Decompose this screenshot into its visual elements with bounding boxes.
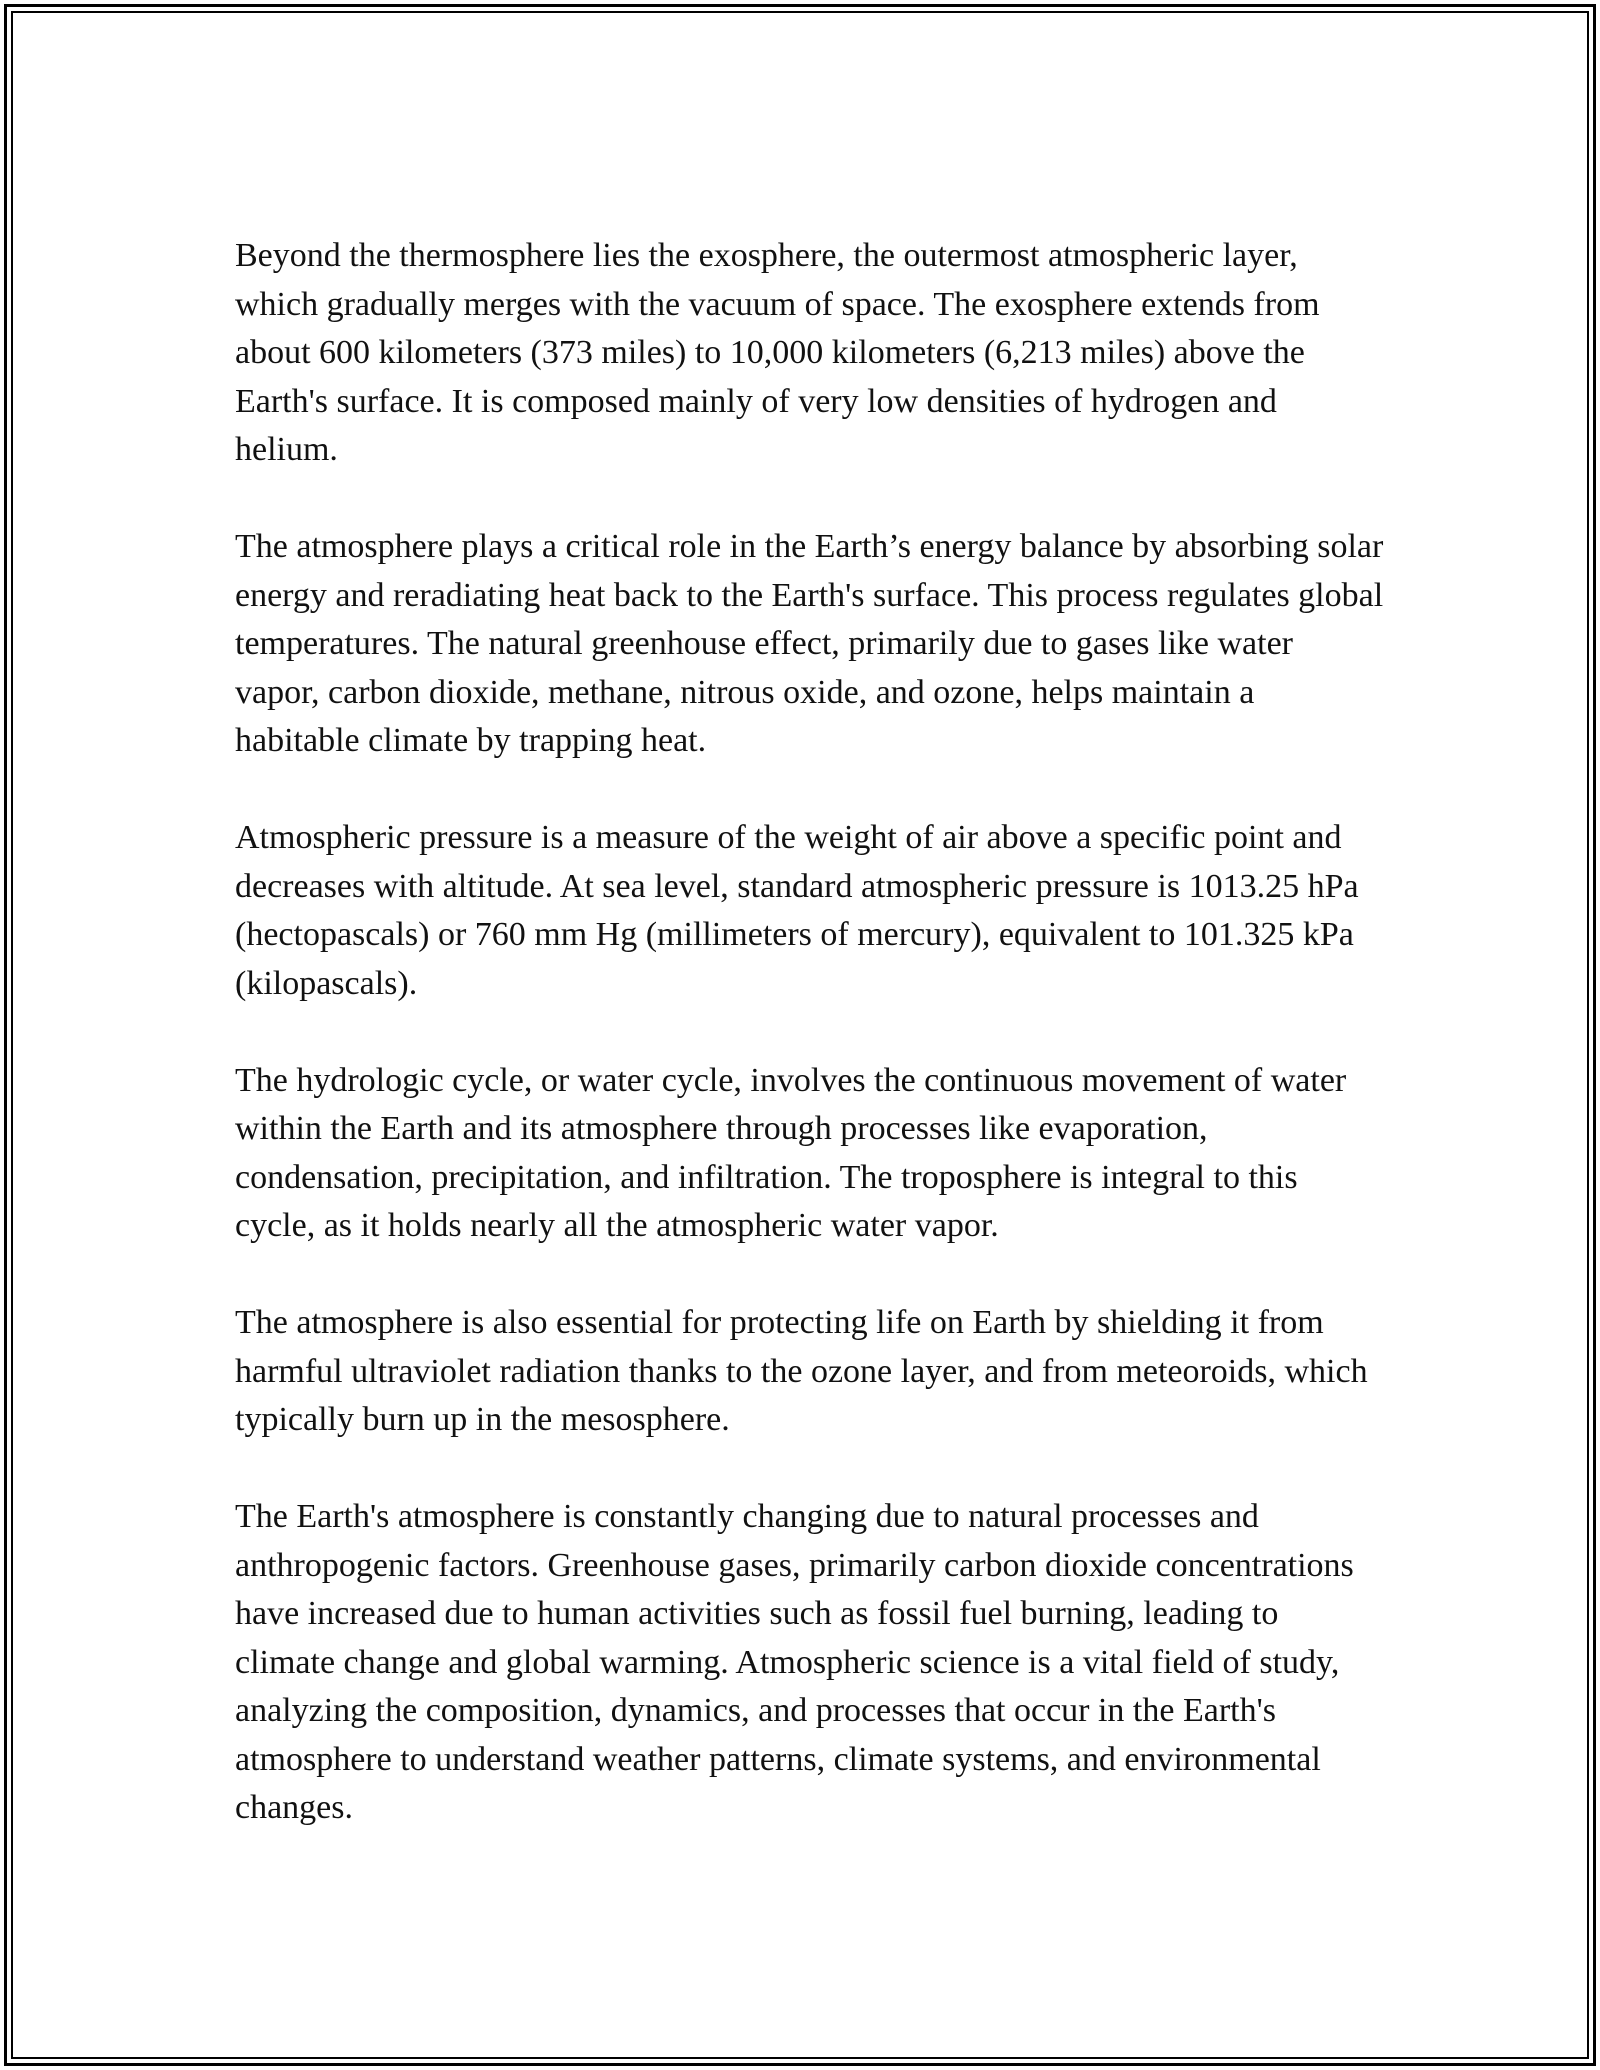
paragraph-protection: The atmosphere is also essential for protecting life on Earth by shielding it from harmful ultraviolet radiation thanks to the ozone layer, and from meteoroids, which typically burn up in the mesosphere. — [235, 1304, 1368, 1438]
paragraph-energy-balance: The atmosphere plays a critical role in the Earth’s energy balance by absorbing solar energy and reradiating heat back to the Earth's surface. This process regulates global temperatures. The natural greenhouse effect, primarily due to gases like water vapor, carbon dioxide, methane, nitrous oxide, and ozone, helps maintain a habitable climate by trapping heat. — [235, 528, 1384, 759]
paragraph-exosphere: Beyond the thermosphere lies the exosphere, the outermost atmospheric layer, which gradually merges with the vacuum of space. The exosphere extends from about 600 kilometers (373 miles) to 10,000 kilometers (6,213 miles) above the Earth's surface. It is composed mainly of very low densities of hydrogen and helium. — [235, 237, 1320, 468]
paragraph-hydrologic-cycle: The hydrologic cycle, or water cycle, involves the continuous movement of water within the Earth and its atmosphere through processes like evaporation, condensation, precipitation, and infiltration. The troposphere is integral to this cycle, as it holds nearly all the atmospheric water vapor. — [235, 1061, 1347, 1244]
document-body — [235, 232, 1385, 1833]
paragraph-climate-change: The Earth's atmosphere is constantly changing due to natural processes and anthropogenic factors. Greenhouse gases, primarily carbon dioxide concentrations have increased due to human activities such as fossil fuel burning, leading to climate change and global warming. Atmospheric science is a vital field of study, analyzing the composition, dynamics, and processes that occur in the Earth's atmosphere to understand weather patterns, climate systems, and environmental changes. — [235, 1498, 1354, 1826]
paragraph-atmospheric-pressure: Atmospheric pressure is a measure of the weight of air above a specific point and decreases with altitude. At sea level, standard atmospheric pressure is 1013.25 hPa (hectopascals) or 760 mm Hg (millimeters of mercury), equivalent to 101.325 kPa (kilopascals). — [235, 819, 1359, 1002]
